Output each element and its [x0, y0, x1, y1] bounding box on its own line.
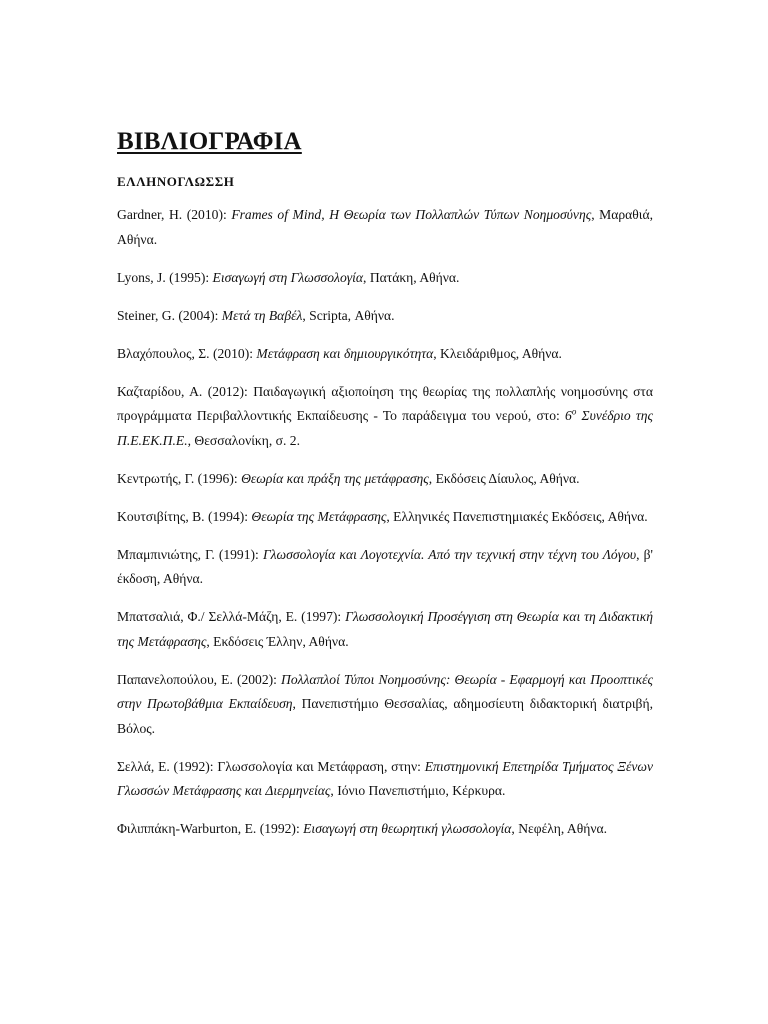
bibliography-entry: [117, 304, 653, 329]
entry-title: Επιστημονική Επετηρίδα Τμήματος Ξένων Γλωσσών Μετάφρασης και Διερμηνείας: [117, 758, 653, 798]
entry-author-year: Gardner, H. (2010):: [117, 207, 232, 222]
entry-title: Θεωρία της Μετάφρασης: [251, 508, 387, 524]
bibliography-entry: [117, 668, 653, 742]
bibliography-entry: [117, 817, 653, 842]
bibliography-entry: [117, 605, 653, 654]
entry-title-text: Συνέδριο της Π.Ε.ΕΚ.Π.Ε.: [117, 408, 653, 448]
entry-author-year: Lyons, J. (1995):: [117, 269, 213, 285]
entry-publisher: , Scripta, Αθήνα.: [302, 307, 395, 323]
entry-publisher: , Κλειδάριθμος, Αθήνα.: [433, 345, 562, 361]
bibliography-entry: [117, 467, 653, 492]
entry-title: Εισαγωγή στη Γλωσσολογία: [212, 269, 364, 285]
entry-publisher: , Ελληνικές Πανεπιστημιακές Εκδόσεις, Αθήνα.: [386, 508, 648, 524]
bibliography-entry: [117, 380, 653, 454]
entry-title: Θεωρία και πράξη της μετάφρασης: [241, 470, 429, 486]
entry-author-year: Καζταρίδου, Α. (2012): Παιδαγωγική αξιοποίηση της θεωρίας της πολλαπλής νοημοσύνης στα προγράμματα Περιβαλλοντικής Εκπαίδευσης - Το παράδειγμα του νερού, στο:: [117, 383, 653, 423]
entry-author-year: Φιλιππάκη-Warburton, Ε. (1992):: [117, 821, 304, 836]
entry-author-year: Steiner, G. (2004):: [117, 307, 222, 323]
entry-title: Μετά τη Βαβέλ: [221, 307, 303, 323]
entry-title: Γλωσσολογία και Λογοτεχνία. Από την τεχνική στην τέχνη του Λόγου: [262, 546, 637, 562]
entry-title-number: 6: [565, 408, 572, 423]
entry-title: Πολλαπλοί Τύποι Νοημοσύνης: Θεωρία - Εφαρμογή και Προοπτικές στην Πρωτοβάθμια Εκπαίδευση: [117, 671, 653, 711]
entry-title: Frames of Mind, Η Θεωρία των Πολλαπλών Τύπων Νοημοσύνης: [231, 207, 592, 222]
entry-author-year: Μπατσαλιά, Φ./ Σελλά-Μάζη, Ε. (1997):: [117, 609, 346, 624]
entry-publisher: , Νεφέλη, Αθήνα.: [511, 821, 608, 836]
entry-publisher: , β' έκδοση, Αθήνα.: [117, 546, 653, 586]
entry-publisher: , Θεσσαλονίκη, σ. 2.: [187, 432, 300, 448]
entry-author-year: Σελλά, Ε. (1992): Γλωσσολογία και Μετάφραση, στην:: [117, 758, 425, 774]
bibliography-entry: [117, 266, 653, 291]
entry-title-superscript: ο: [571, 406, 577, 417]
entry-publisher: , Εκδόσεις Δίαυλος, Αθήνα.: [428, 470, 580, 486]
entry-author-year: Μπαμπινιώτης, Γ. (1991):: [117, 546, 263, 562]
entry-author-year: Παπανελοπούλου, Ε. (2002):: [117, 671, 282, 687]
entry-author-year: Βλαχόπουλος, Σ. (2010):: [117, 345, 257, 361]
bibliography-entry: [117, 505, 653, 530]
entry-title: Εισαγωγή στη θεωρητική γλωσσολογία: [303, 821, 512, 836]
bibliography-entry: [117, 342, 653, 367]
entry-title: Μετάφραση και δημιουργικότητα: [256, 345, 434, 361]
entry-title: Γλωσσολογική Προσέγγιση στη Θεωρία και τη Διδακτική της Μετάφρασης: [117, 609, 653, 649]
bibliography-entry: [117, 203, 653, 252]
bibliography-entry: [117, 755, 653, 804]
entry-publisher: , Πανεπιστήμιο Θεσσαλίας, αδημοσίευτη διδακτορική διατριβή, Βόλος.: [117, 696, 653, 736]
entry-publisher: , Πατάκη, Αθήνα.: [363, 269, 460, 285]
document-page: [117, 128, 653, 855]
page-title: ΒΙΒΛΙΟΓΡΑΦΙΑ: [117, 128, 302, 155]
section-heading: ΕΛΛΗΝΟΓΛΩΣΣΗ: [117, 174, 235, 189]
entry-publisher: , Ιόνιο Πανεπιστήμιο, Κέρκυρα.: [330, 783, 506, 798]
entry-author-year: Κεντρωτής, Γ. (1996):: [117, 470, 242, 486]
entry-publisher: , Εκδόσεις Έλλην, Αθήνα.: [206, 633, 349, 649]
entry-author-year: Κουτσιβίτης, Β. (1994):: [117, 508, 252, 524]
entry-publisher: , Μαραθιά, Αθήνα.: [117, 207, 653, 247]
bibliography-entry: [117, 543, 653, 592]
